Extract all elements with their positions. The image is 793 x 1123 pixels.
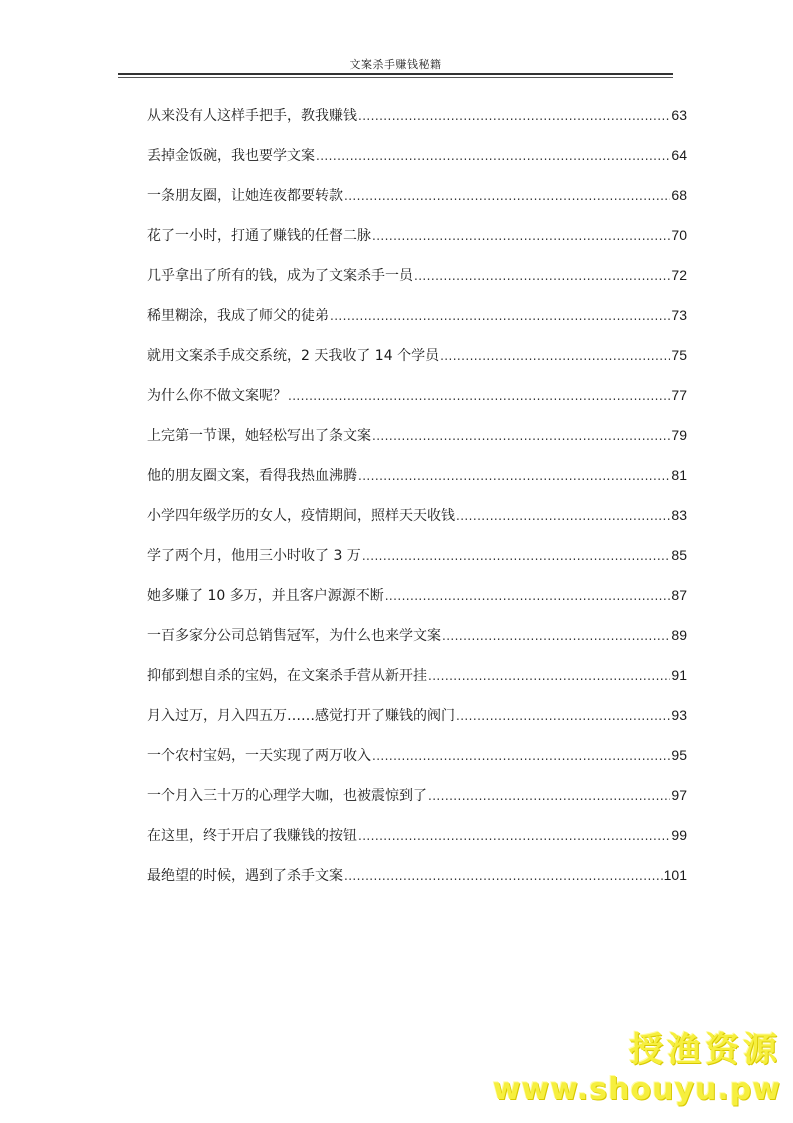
toc-entry-page: 72: [671, 267, 687, 283]
toc-entry-page: 70: [671, 227, 687, 243]
toc-entry[interactable]: [147, 825, 687, 865]
toc-entry-page: 68: [671, 187, 687, 203]
toc-entry[interactable]: [147, 785, 687, 825]
toc-entry-title: 丢掉金饭碗，我也要学文案: [147, 148, 315, 164]
toc-entry[interactable]: [147, 625, 687, 665]
toc-entry-title: 他的朋友圈文案，看得我热血沸腾: [147, 468, 357, 484]
toc-entry[interactable]: [147, 465, 687, 505]
toc-entry-title: 一个月入三十万的心理学大咖，也被震惊到了: [147, 788, 427, 804]
header-divider: [118, 73, 673, 75]
toc-entry-page: 63: [671, 107, 687, 123]
toc-entry[interactable]: [147, 865, 687, 905]
toc-entry-page: 75: [671, 347, 687, 363]
toc-entry-title: 学了两个月，他用三小时收了 3 万: [147, 548, 361, 564]
toc-entry-title: 最绝望的时候，遇到了杀手文案: [147, 868, 343, 884]
toc-entry[interactable]: [147, 185, 687, 225]
toc-dot-leader: [372, 226, 670, 246]
toc-dot-leader: [362, 546, 671, 566]
toc-entry-title: 一百多家分公司总销售冠军，为什么也来学文案: [147, 628, 441, 644]
toc-entry-title: 就用文案杀手成交系统，2 天我收了 14 个学员: [147, 348, 440, 364]
toc-entry-title: 在这里，终于开启了我赚钱的按钮: [147, 828, 357, 844]
toc-entry-title: 小学四年级学历的女人，疫情期间，照样天天收钱: [147, 508, 455, 524]
watermark-brand: 授渔资源: [629, 1030, 781, 1070]
toc-dot-leader: [316, 146, 670, 166]
toc-entry[interactable]: [147, 225, 687, 265]
toc-entry-page: 73: [671, 307, 687, 323]
toc-entry-title: 花了一小时，打通了赚钱的任督二脉: [147, 228, 371, 244]
toc-entry-title: 几乎拿出了所有的钱，成为了文案杀手一员: [147, 268, 413, 284]
toc-dot-leader: [428, 786, 670, 806]
toc-entry-title: 抑郁到想自杀的宝妈，在文案杀手营从新开挂: [147, 668, 427, 684]
toc-entry-title: 上完第一节课，她轻松写出了条文案: [147, 428, 371, 444]
toc-entry[interactable]: [147, 145, 687, 185]
toc-entry[interactable]: [147, 265, 687, 305]
toc-dot-leader: [288, 386, 670, 406]
watermark-url: www.shouyu.pw: [492, 1072, 781, 1107]
toc-entry-page: 85: [671, 547, 687, 563]
toc-dot-leader: [428, 666, 670, 686]
toc-entry-page: 83: [671, 507, 687, 523]
toc-entry[interactable]: [147, 745, 687, 785]
toc-dot-leader: [414, 266, 670, 286]
toc-entry-page: 99: [671, 827, 687, 843]
header-divider-thin: [118, 77, 673, 78]
toc-entry-page: 97: [671, 787, 687, 803]
toc-entry-page: 101: [663, 867, 687, 883]
toc-entry[interactable]: [147, 385, 687, 425]
toc-dot-leader: [344, 866, 663, 886]
toc-dot-leader: [358, 466, 670, 486]
toc-entry-page: 77: [671, 387, 687, 403]
toc-entry-page: 64: [671, 147, 687, 163]
toc-entry-page: 93: [671, 707, 687, 723]
toc-entry[interactable]: [147, 705, 687, 745]
toc-dot-leader: [358, 106, 670, 126]
toc-dot-leader: [358, 826, 670, 846]
toc-entry[interactable]: [147, 665, 687, 705]
toc-dot-leader: [456, 506, 670, 526]
toc-entry-title: 稀里糊涂，我成了师父的徒弟: [147, 308, 329, 324]
toc-entry-title: 月入过万，月入四五万……感觉打开了赚钱的阀门: [147, 708, 455, 724]
toc-entry-page: 89: [671, 627, 687, 643]
toc-entry[interactable]: [147, 505, 687, 545]
toc-dot-leader: [372, 746, 670, 766]
toc-entry-page: 79: [671, 427, 687, 443]
toc-entry[interactable]: [147, 105, 687, 145]
toc-entry-page: 91: [671, 667, 687, 683]
toc-entry-title: 为什么你不做文案呢？: [147, 388, 287, 404]
page-header-title: 文案杀手赚钱秘籍: [349, 58, 442, 71]
toc-entry[interactable]: [147, 545, 687, 585]
toc-entry-page: 81: [671, 467, 687, 483]
toc-dot-leader: [385, 586, 671, 606]
toc-dot-leader: [344, 186, 670, 206]
toc-dot-leader: [372, 426, 670, 446]
watermark: [493, 1029, 781, 1109]
toc-entry-title: 一条朋友圈，让她连夜都要转款: [147, 188, 343, 204]
toc-entry[interactable]: [147, 345, 687, 385]
toc-entry-page: 95: [671, 747, 687, 763]
toc-entry-title: 她多赚了 10 多万，并且客户源源不断: [147, 588, 384, 604]
toc-dot-leader: [442, 626, 670, 646]
toc-dot-leader: [330, 306, 670, 326]
toc-entry-page: 87: [671, 587, 687, 603]
toc-dot-leader: [440, 346, 670, 366]
toc-dot-leader: [456, 706, 670, 726]
toc-entry-title: 一个农村宝妈，一天实现了两万收入: [147, 748, 371, 764]
toc-entry[interactable]: [147, 305, 687, 345]
toc-entry[interactable]: [147, 425, 687, 465]
toc-entry-title: 从来没有人这样手把手，教我赚钱: [147, 108, 357, 124]
toc-entry[interactable]: [147, 585, 687, 625]
table-of-contents: [147, 105, 687, 905]
